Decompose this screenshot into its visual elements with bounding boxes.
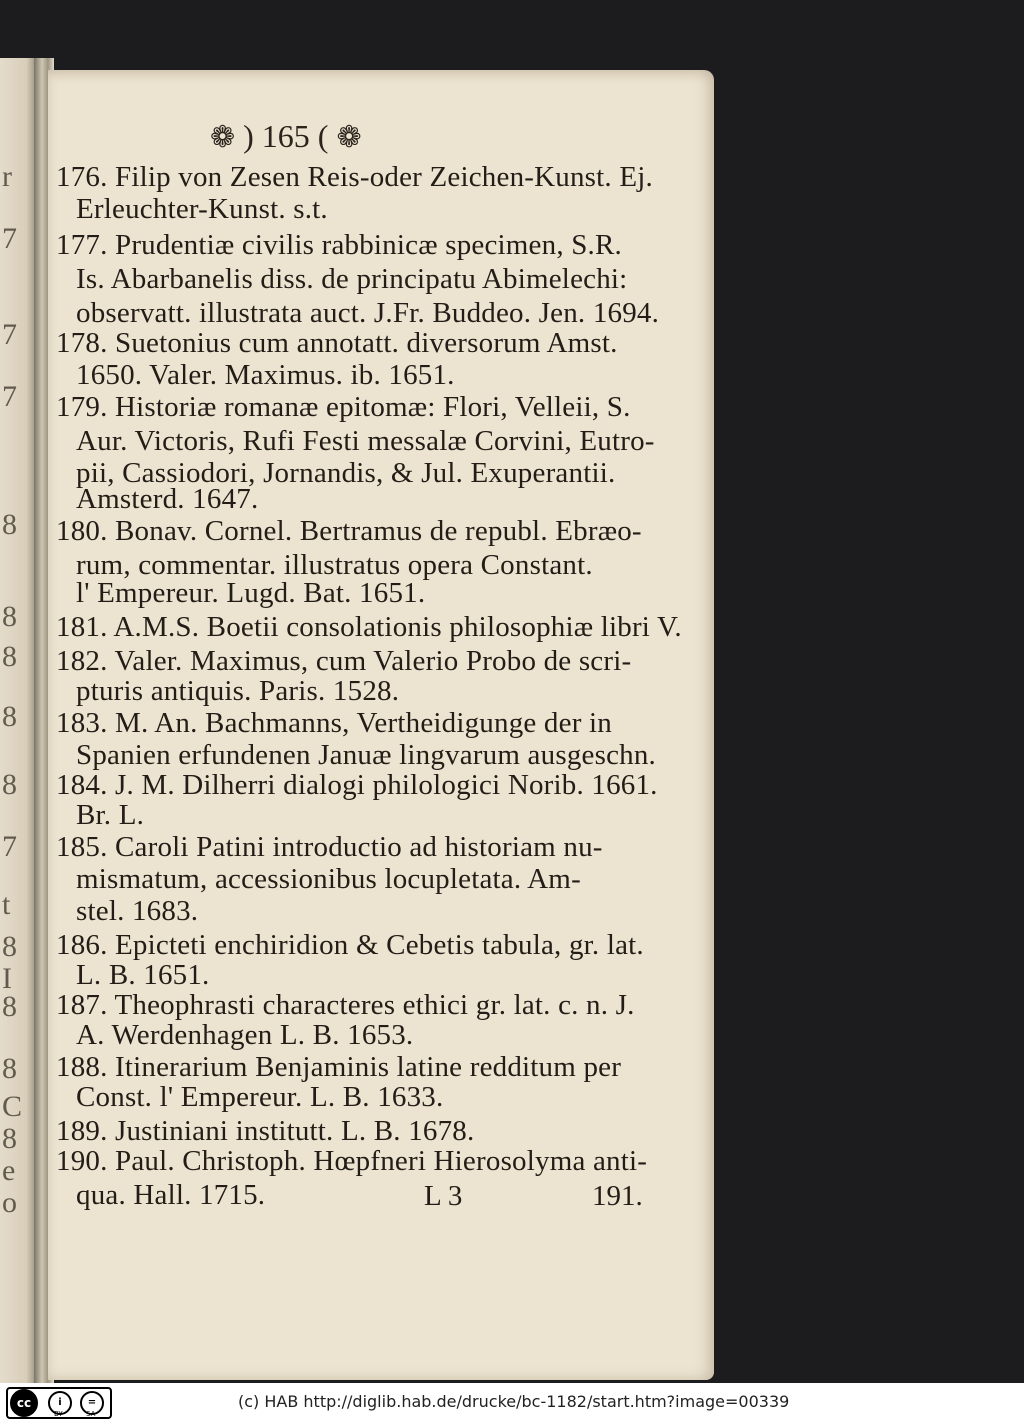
entry-first-line: 181. A.M.S. Boetii consolationis philosophiæ libri V.	[56, 611, 682, 643]
ornament-right-icon: ❁	[336, 121, 362, 154]
entry-first-line: 188. Itinerarium Benjaminis latine redditum per	[56, 1051, 622, 1083]
edge-character: C	[2, 1090, 23, 1123]
entry-first-line: 179. Historiæ romanæ epitomæ: Flori, Velleii, S.	[56, 391, 631, 423]
edge-character: 8	[2, 508, 17, 541]
edge-character: r	[2, 160, 12, 193]
entry-first-line: 180. Bonav. Cornel. Bertramus de republ. Ebræo-	[56, 515, 642, 547]
edge-character: 8	[2, 930, 17, 963]
edge-character: 8	[2, 600, 17, 633]
entry-continuation-line: rum, commentar. illustratus opera Constant.	[76, 549, 593, 581]
edge-character: o	[2, 1186, 17, 1219]
entry-first-line: 185. Caroli Patini introductio ad historiam nu-	[56, 831, 603, 863]
entry-continuation-line: A. Werdenhagen L. B. 1653.	[76, 1019, 414, 1051]
edge-character: 8	[2, 640, 17, 673]
edge-character: 8	[2, 1052, 17, 1085]
entry-continuation-line: mismatum, accessionibus locupletata. Am-	[76, 863, 581, 895]
entry-continuation-line: Spanien erfundenen Januæ lingvarum ausgeschn.	[76, 739, 656, 771]
entry-continuation-line: L. B. 1651.	[76, 959, 210, 991]
edge-character: 7	[2, 318, 17, 351]
edge-character: 7	[2, 830, 17, 863]
entry-first-line: 183. M. An. Bachmanns, Vertheidigunge der in	[56, 707, 612, 739]
entry-continuation-line: l' Empereur. Lugd. Bat. 1651.	[76, 577, 426, 609]
edge-character: 7	[2, 380, 17, 413]
edge-character: t	[2, 888, 11, 921]
entry-first-line: 184. J. M. Dilherri dialogi philologici Norib. 1661.	[56, 769, 658, 801]
entry-first-line: 176. Filip von Zesen Reis-oder Zeichen-Kunst. Ej.	[56, 161, 653, 193]
entry-first-line: 182. Valer. Maximus, cum Valerio Probo de scri-	[56, 645, 632, 677]
running-header	[210, 118, 460, 158]
ornament-left-icon: ❁	[210, 121, 236, 154]
entry-continuation-line: observatt. illustrata auct. J.Fr. Buddeo. Jen. 1694.	[76, 297, 660, 329]
cc-license-badge[interactable]	[6, 1387, 112, 1419]
entry-continuation-line: pii, Cassiodori, Jornandis, & Jul. Exuperantii.	[76, 457, 616, 489]
entry-continuation-line: Amsterd. 1647.	[76, 483, 259, 515]
edge-character: 8	[2, 990, 17, 1023]
edge-character: 7	[2, 222, 17, 255]
caption-bar	[0, 1383, 1024, 1423]
entry-continuation-line: Is. Abarbanelis diss. de principatu Abimelechi:	[76, 263, 628, 295]
entry-continuation-line: 1650. Valer. Maximus. ib. 1651.	[76, 359, 455, 391]
signature-mark: L 3	[424, 1180, 463, 1212]
source-caption[interactable]: (c) HAB http://diglib.hab.de/drucke/bc-1182/start.htm?image=00339	[238, 1392, 790, 1411]
page-number: ) 165 (	[243, 118, 329, 154]
edge-character: I	[2, 962, 12, 995]
attribution-icon: i	[48, 1391, 72, 1415]
catchword: 191.	[592, 1180, 643, 1212]
entry-continuation-line: stel. 1683.	[76, 895, 199, 927]
entry-continuation-line: qua. Hall. 1715.	[76, 1179, 266, 1211]
entry-continuation-line: pturis antiquis. Paris. 1528.	[76, 675, 400, 707]
edge-character: 8	[2, 1122, 17, 1155]
cc-icon: cc	[10, 1389, 38, 1417]
entry-first-line: 189. Justiniani institutt. L. B. 1678.	[56, 1115, 475, 1147]
entry-first-line: 190. Paul. Christoph. Hœpfneri Hierosolyma anti-	[56, 1145, 648, 1177]
entry-first-line: 177. Prudentiæ civilis rabbinicæ specimen, S.R.	[56, 229, 622, 261]
share-alike-icon: =	[80, 1391, 104, 1415]
edge-character: 8	[2, 768, 17, 801]
license-sa-label: SA	[86, 1410, 96, 1418]
entry-first-line: 187. Theophrasti characteres ethici gr. lat. c. n. J.	[56, 989, 635, 1021]
edge-character: e	[2, 1154, 16, 1187]
edge-character: 8	[2, 700, 17, 733]
entry-first-line: 178. Suetonius cum annotatt. diversorum Amst.	[56, 327, 618, 359]
entry-first-line: 186. Epicteti enchiridion & Cebetis tabula, gr. lat.	[56, 929, 644, 961]
license-by-label: BY	[54, 1410, 63, 1418]
entry-continuation-line: Const. l' Empereur. L. B. 1633.	[76, 1081, 444, 1113]
entry-continuation-line: Br. L.	[76, 799, 145, 831]
entry-continuation-line: Erleuchter-Kunst. s.t.	[76, 193, 328, 225]
entry-continuation-line: Aur. Victoris, Rufi Festi messalæ Corvini, Eutro-	[76, 425, 655, 457]
